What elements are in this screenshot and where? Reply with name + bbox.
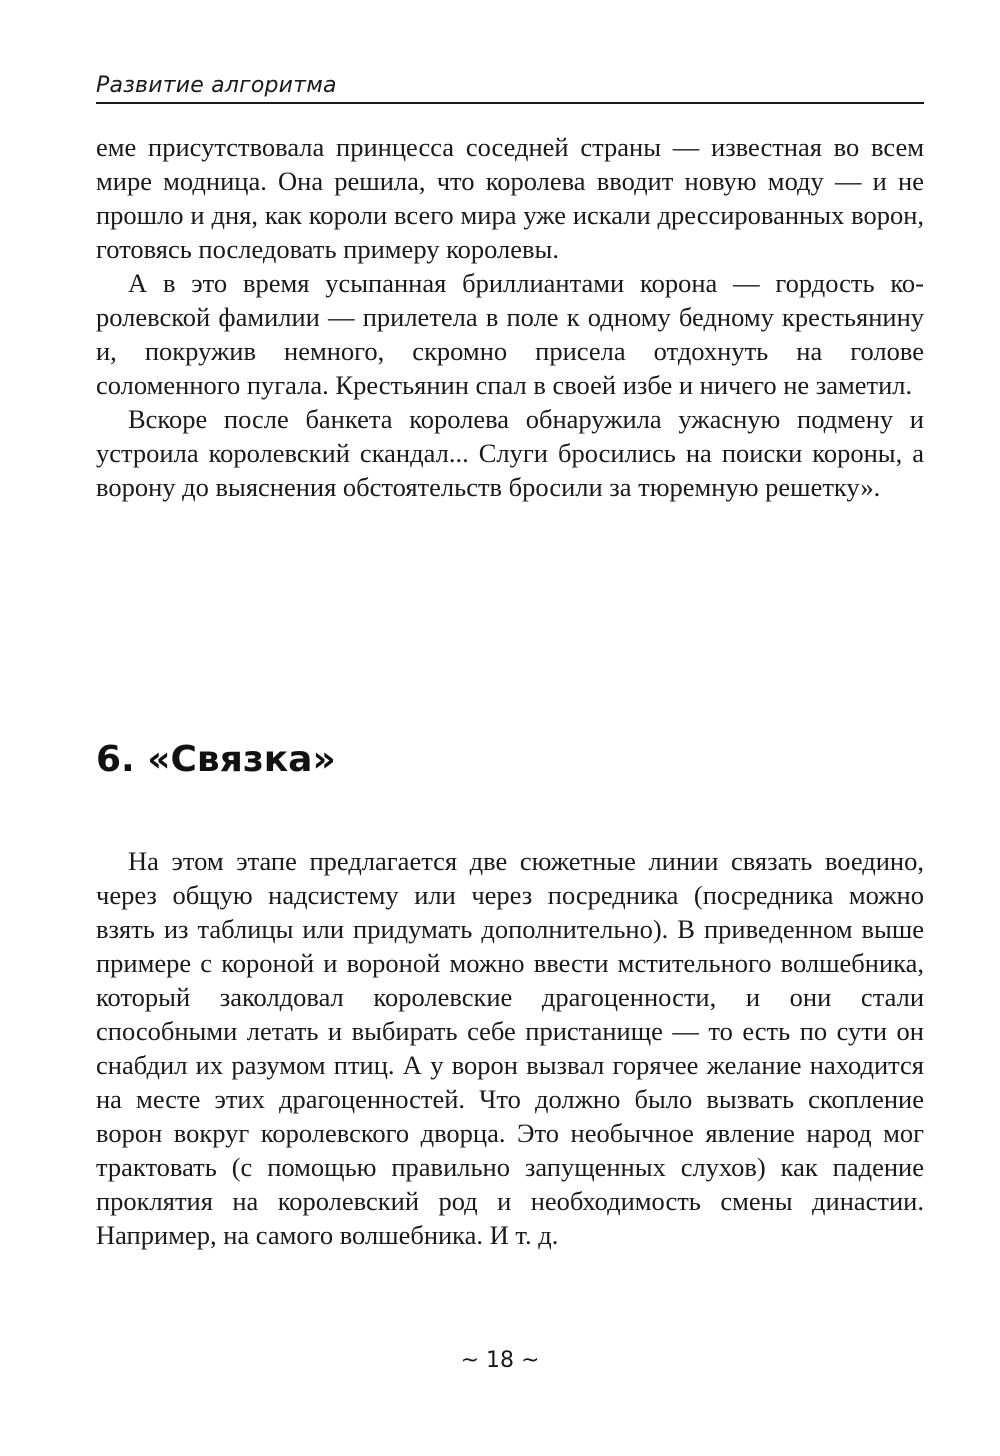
running-title: Развитие алгоритма	[96, 73, 337, 98]
text-block-bottom	[96, 844, 924, 1252]
page-number: ~ 18 ~	[460, 1348, 540, 1373]
section-heading: 6. «Связка»	[96, 739, 336, 780]
text-block-top	[96, 130, 924, 504]
paragraph: На этом этапе предлагается две сюжетные линии связать воедино, через общую надсистему или через посредника (посредника можно взять из таблицы или придумать дополнительно). В приведенном выше примере с короной и вороной можно ввести мстительного волшебника, который заколдовал королевские драгоценности, и они стали способными летать и выбирать себе пристанище — то есть по сути он снабдил их разумом птиц. А у ворон вызвал горячее желание находится на месте этих драгоценностей. Что должно было вызвать скопление ворон вокруг королевского дворца. Это необычное явление народ мог трактовать (с помощью правильно запущенных слухов) как падение проклятия на королевский род и необходимость смены династии. Например, на самого волшебника. И т. д.	[96, 846, 924, 1250]
header-divider	[96, 102, 924, 104]
paragraph-continued: еме присутствовала принцесса соседней страны — известная во всем мире модница. Она решила, что королева вводит новую моду — и не прошло и дня, как короли всего мира уже искали дрессированных ворон, готовясь последовать примеру королевы.	[96, 132, 924, 264]
running-header	[96, 72, 924, 104]
paragraph: Вскоре после банкета королева обнаружила ужасную подмену и устроила королевский скандал... Слуги бросились на поиски короны, а ворону до выяснения обстоятельств бросили за тюремную решетку».	[96, 404, 924, 502]
paragraph: А в это время усыпанная бриллиантами корона — гордость королевской фамилии — прилетела в поле к одному бедному крестьянину и, покружив немного, скромно присела отдохнуть на голове соломенного пугала. Крестьянин спал в своей избе и ничего не заметил.	[96, 268, 924, 400]
